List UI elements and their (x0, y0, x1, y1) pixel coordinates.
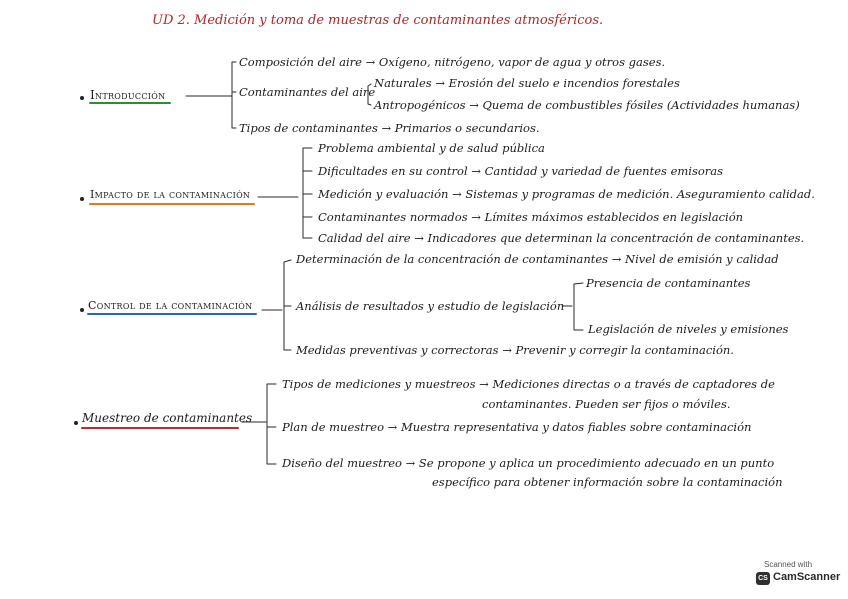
item-medidas: Medidas preventivas y correctoras → Prevenir y corregir la contaminación. (296, 343, 734, 357)
item-diseno-muestreo-cont: específico para obtener información sobre la contaminación (432, 475, 783, 489)
section-bullet (80, 197, 84, 201)
section-bullet (74, 421, 78, 425)
item-tipos-mediciones: Tipos de mediciones y muestreos → Mediciones directas o a través de captadores de (282, 377, 775, 391)
item-naturales: Naturales → Erosión del suelo e incendios forestales (374, 76, 680, 90)
item-analisis: Análisis de resultados y estudio de legislación (296, 299, 565, 313)
topic-introduccion: Introducción (90, 88, 166, 102)
item-diseno-muestreo: Diseño del muestreo → Se propone y aplica un procedimiento adecuado en un punto (282, 456, 775, 470)
item-legislacion-niveles: Legislación de niveles y emisiones (588, 322, 789, 336)
item-antropogenicos: Antropogénicos → Quema de combustibles fósiles (Actividades humanas) (374, 98, 800, 112)
topic-underline (89, 203, 255, 205)
scanned-with-text: Scanned with (764, 560, 813, 569)
item-normados: Contaminantes normados → Límites máximos establecidos en legislación (318, 210, 744, 224)
camscanner-logo-icon: CS (756, 572, 770, 585)
item-calidad-aire: Calidad del aire → Indicadores que determinan la concentración de contaminantes. (318, 231, 805, 245)
section-bullet (80, 308, 84, 312)
topic-muestreo: Muestreo de contaminantes (82, 411, 253, 425)
item-tipos-contaminantes: Tipos de contaminantes → Primarios o secundarios. (239, 121, 540, 135)
topic-underline (89, 102, 171, 104)
item-tipos-mediciones-cont: contaminantes. Pueden ser fijos o móviles. (482, 397, 731, 411)
item-determinacion: Determinación de la concentración de contaminantes → Nivel de emisión y calidad (296, 252, 779, 266)
page-title: UD 2. Medición y toma de muestras de contaminantes atmosféricos. (152, 13, 604, 28)
item-plan-muestreo: Plan de muestreo → Muestra representativa y datos fiables sobre contaminación (282, 420, 752, 434)
item-presencia: Presencia de contaminantes (586, 276, 751, 290)
camscanner-badge (756, 560, 841, 590)
item-contaminantes-aire: Contaminantes del aire (239, 85, 376, 99)
item-composicion: Composición del aire → Oxígeno, nitrógeno, vapor de agua y otros gases. (239, 55, 666, 69)
item-problema-ambiental: Problema ambiental y de salud pública (318, 141, 545, 155)
item-dificultades: Dificultades en su control → Cantidad y variedad de fuentes emisoras (318, 164, 724, 178)
topic-underline (87, 313, 257, 315)
camscanner-text: CamScanner (773, 571, 841, 583)
item-medicion: Medición y evaluación → Sistemas y programas de medición. Aseguramiento calidad. (318, 187, 815, 201)
topic-control: Control de la contaminación (88, 299, 253, 312)
section-bullet (80, 96, 84, 100)
topic-impacto: Impacto de la contaminación (90, 188, 251, 201)
topic-underline (81, 427, 239, 429)
